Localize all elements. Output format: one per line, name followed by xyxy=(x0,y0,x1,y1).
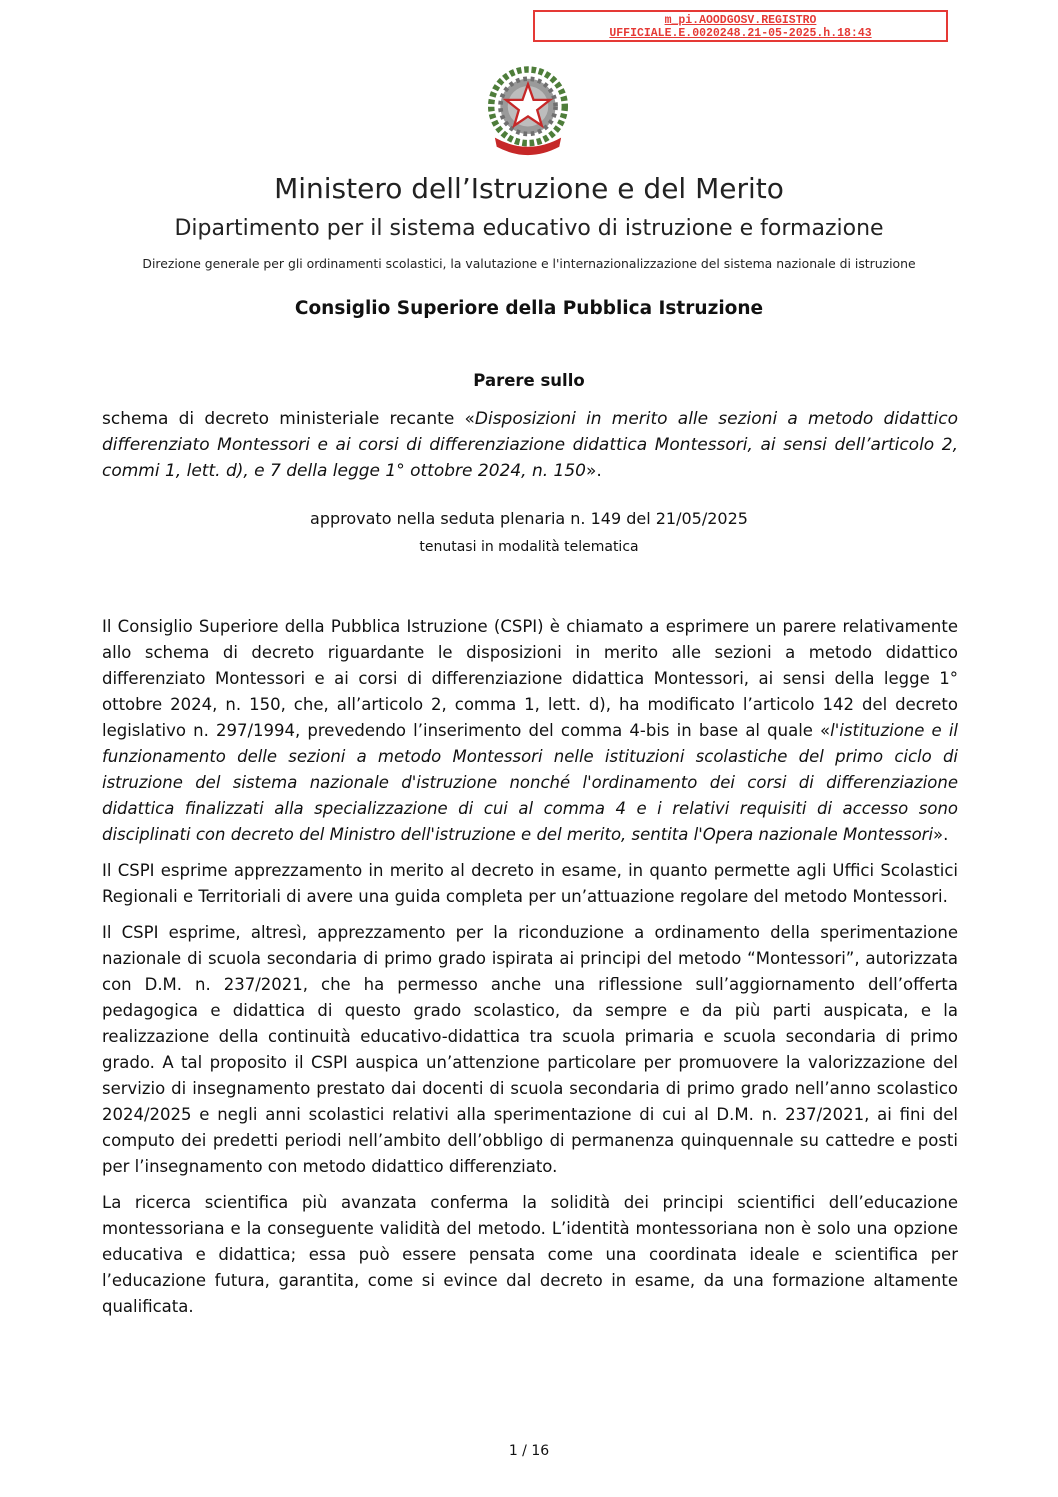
paragraph-2: Il CSPI esprime apprezzamento in merito al decreto in esame, in quanto permette agli Uffici Scolastici Regionali e Territoriali di avere una guida completa per un’attuazione regolare del metodo Montessori. xyxy=(102,861,958,906)
document-body xyxy=(102,614,958,1330)
italian-republic-emblem-icon xyxy=(482,64,574,156)
paragraph-1 xyxy=(102,614,958,848)
approval-line: approvato nella seduta plenaria n. 149 del 21/05/2025 xyxy=(310,509,748,528)
paragraph-1-end: ». xyxy=(933,825,949,844)
opinion-heading: Parere sullo xyxy=(473,371,585,390)
directorate-title: Direzione generale per gli ordinamenti scolastici, la valutazione e l'internazionalizzazione del sistema nazionale di istruzione xyxy=(142,256,916,271)
schema-prefix: schema di decreto ministeriale recante « xyxy=(102,409,475,429)
ministry-title: Ministero dell’Istruzione e del Merito xyxy=(274,172,784,205)
protocol-stamp xyxy=(533,10,948,42)
department-title: Dipartimento per il sistema educativo di istruzione e formazione xyxy=(174,216,884,241)
council-title: Consiglio Superiore della Pubblica Istruzione xyxy=(294,298,764,319)
decree-schema-description xyxy=(102,406,958,484)
paragraph-3: Il CSPI esprime, altresì, apprezzamento per la riconduzione a ordinamento della sperimentazione nazionale di scuola secondaria di primo grado ispirata ai principi del metodo “Montessori”, autorizzata con D.M. n. 237/2021, che ha permesso anche una riflessione sull’aggiornamento dell’offerta pedagogica e didattica di questo grado scolastico, da sempre e da più parti auspicata, e la realizzazione della continuità educativo-didattica tra scuola primaria e scuola secondaria di primo grado. A tal proposito il CSPI auspica un’attenzione particolare per promuovere la valorizzazione del servizio di insegnamento prestato dai docenti di scuola secondaria di primo grado nell’anno scolastico 2024/2025 e negli anni scolastici relativi alla sperimentazione di cui al D.M. n. 237/2021, ai fini del computo dei predetti periodi nell’ambito dell’obbligo di permanenza quinquennale su cattedre e posti per l’insegnamento con metodo didattico differenziato. xyxy=(102,923,958,1176)
page-number: 1 / 16 xyxy=(508,1443,550,1459)
stamp-line-2: UFFICIALE.E.0020248.21-05-2025.h.18:43 xyxy=(609,27,872,40)
paragraph-1-text: Il Consiglio Superiore della Pubblica Istruzione (CSPI) è chiamato a esprimere un parere relativamente allo schema di decreto riguardante le disposizioni in merito alle sezioni a metodo didattico differenziato Montessori e ai corsi di differenziazione didattica Montessori, ai sensi della legge 1° ottobre 2024, n. 150, che, all’articolo 2, comma 1, lett. d), ha modificato l’articolo 142 del decreto legislativo n. 297/1994, prevedendo l’inserimento del comma 4-bis in base al quale « xyxy=(102,617,958,740)
stamp-line-1: m_pi.AOODGOSV.REGISTRO xyxy=(664,14,817,27)
schema-title: Disposizioni in merito alle sezioni a metodo didattico differenziato Montessori e ai corsi di differenziazione didattica Montessori, ai sensi dell’articolo 2, commi 1, lett. d), e 7 della legge 1° ottobre 2024, n. 150 xyxy=(102,409,958,481)
paragraph-1-quote: l'istituzione e il funzionamento delle sezioni a metodo Montessori nelle istituzioni scolastiche del primo ciclo di istruzione del sistema nazionale d'istruzione nonché l'ordinamento dei corsi di differenziazione didattica finalizzati alla specializzazione di cui al comma 4 e i relativi requisiti di accesso sono disciplinati con decreto del Ministro dell'istruzione e del merito, sentita l'Opera nazionale Montessori xyxy=(102,721,958,844)
schema-suffix: ». xyxy=(586,461,602,481)
session-mode: tenutasi in modalità telematica xyxy=(419,539,639,555)
paragraph-4: La ricerca scientifica più avanzata conferma la solidità dei principi scientifici dell’educazione montessoriana e la conseguente validità del metodo. L’identità montessoriana non è solo una opzione educativa e didattica; essa può essere pensata come una coordinata ideale e scientifica per l’educazione futura, garantita, come si evince dal decreto in esame, da una formazione altamente qualificata. xyxy=(102,1193,958,1316)
